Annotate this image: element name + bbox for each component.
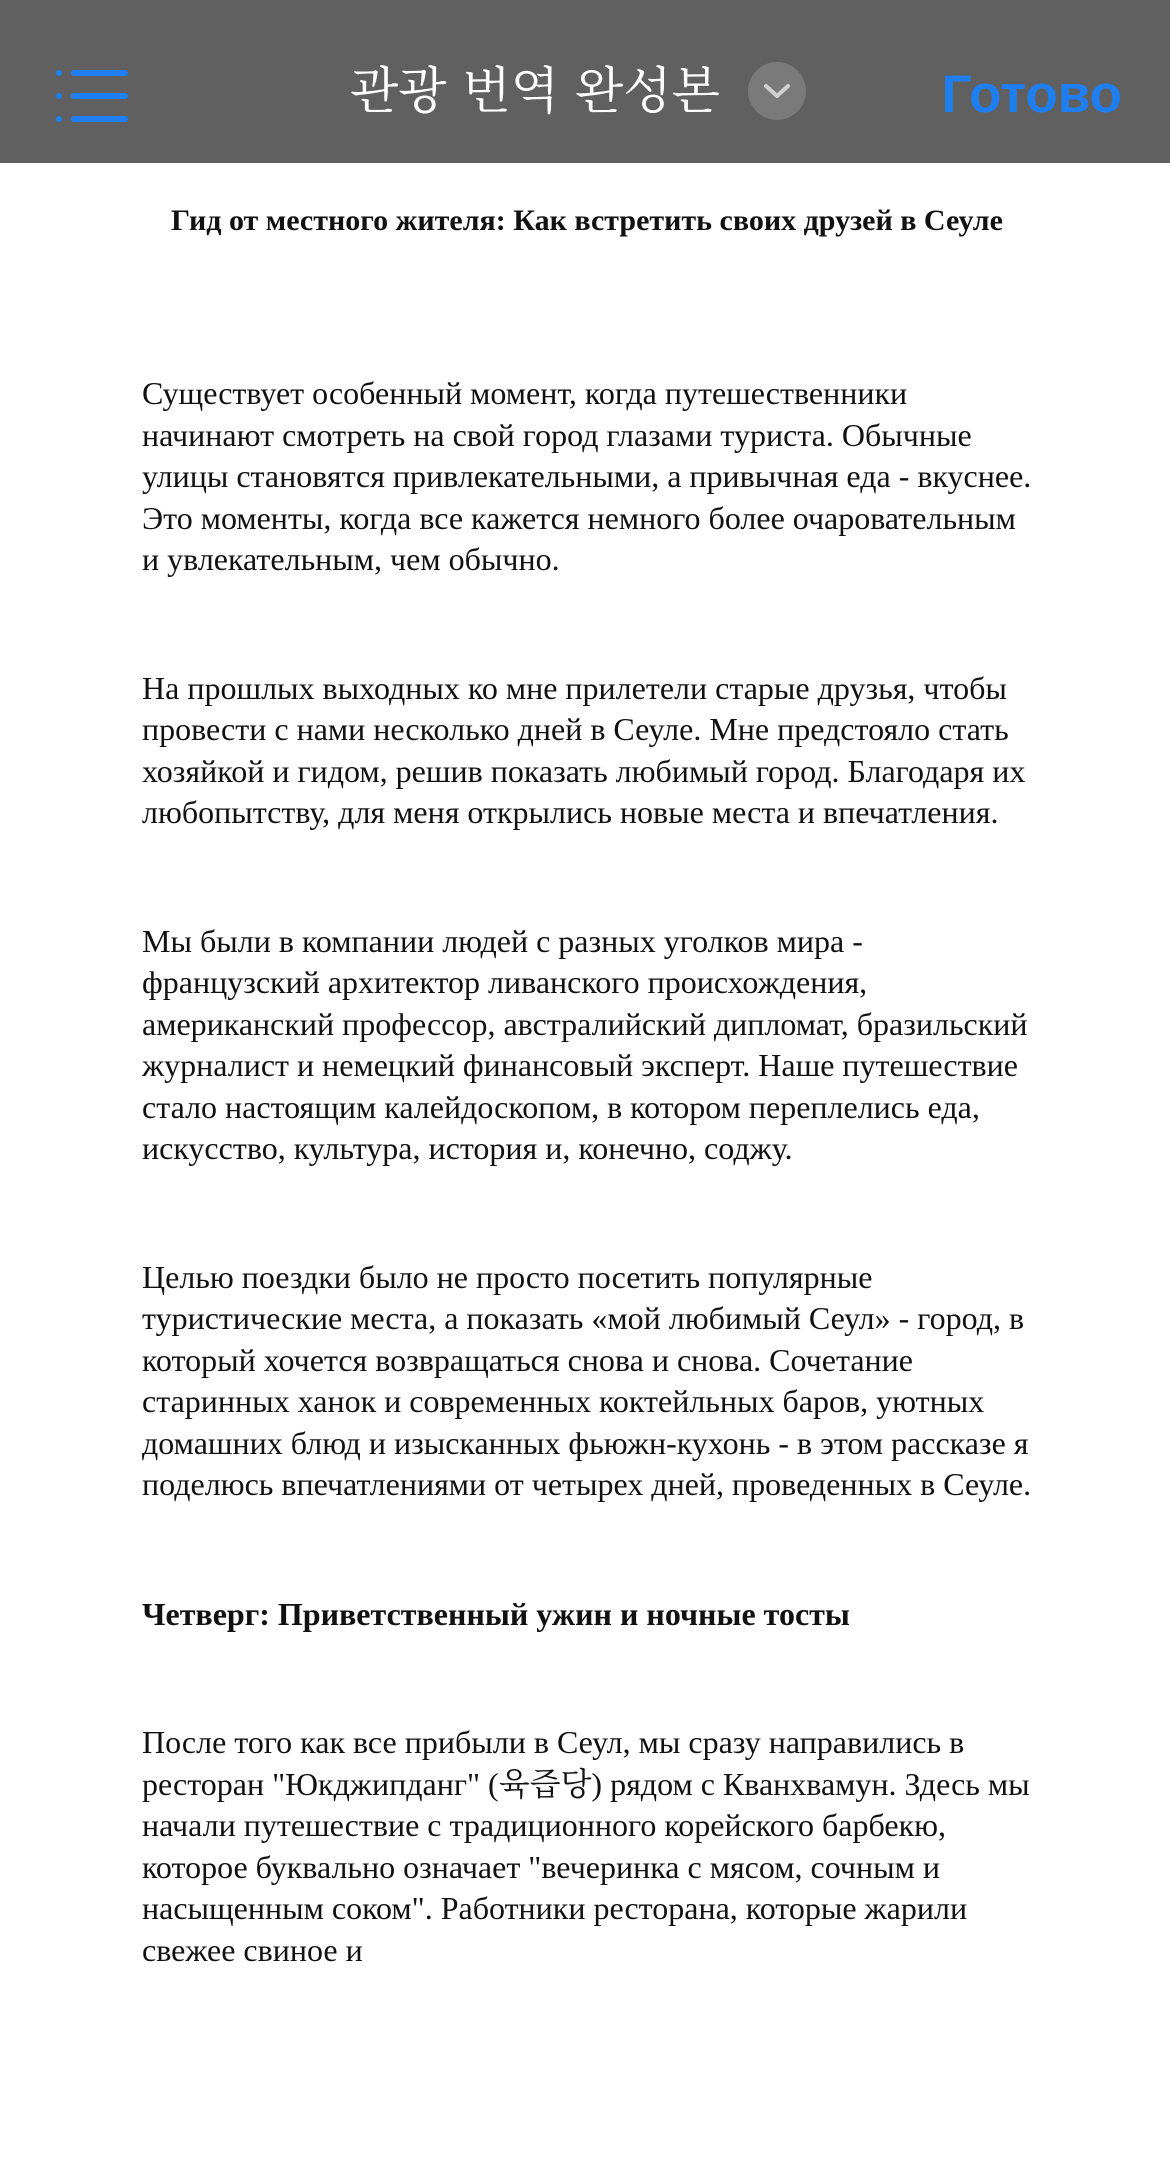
chevron-down-icon[interactable]	[748, 62, 806, 120]
navigation-bar	[0, 0, 1170, 163]
done-button[interactable]: Готово	[941, 65, 1122, 124]
page-title: Гид от местного жителя: Как встретить своих друзей в Сеуле	[171, 204, 1003, 237]
paragraph: На прошлых выходных ко мне прилетели старые друзья, чтобы провести с нами несколько дней в Сеуле. Мне предстояло стать хозяйкой и гидом, решив показать любимый город. Благодаря их любопытству, для меня открылись новые места и впечатления.	[142, 669, 1026, 830]
paragraph: После того как все прибыли в Сеул, мы сразу направились в ресторан "Юкджипданг" (육즙당) рядом с Кванхвамун. Здесь мы начали путешествие с традиционного корейского барбекю, которое буквально означает "вечеринка с мясом, сочным и насыщенным соком". Работники ресторана, которые жарили свежее свиное и	[142, 1724, 1030, 1968]
list-icon[interactable]	[56, 70, 128, 122]
title-group[interactable]	[350, 56, 806, 126]
document-title-label[interactable]: 관광 번역 완성본	[350, 62, 720, 120]
paragraph: Существует особенный момент, когда путешественники начинают смотреть на свой город глазами туриста. Обычные улицы становятся привлекательными, а привычная еда - вкуснее. Это моменты, когда все кажется немного более очаровательным и увлекательным, чем обычно.	[142, 375, 1032, 577]
document-content	[142, 163, 1032, 1971]
paragraph: Целью поездки было не просто посетить популярные туристические места, а показать «мой любимый Сеул» - город, в который хочется возвращаться снова и снова. Сочетание старинных ханок и современных коктейльных баров, уютных домашних блюд и изысканных фьюжн-кухонь - в этом рассказе я поделюсь впечатлениями от четырех дней, проведенных в Сеуле.	[142, 1258, 1032, 1502]
paragraph: Мы были в компании людей с разных уголков мира - французский архитектор ливанского происхождения, американский профессор, австралийский дипломат, бразильский журналист и немецкий финансовый эксперт. Наше путешествие стало настоящим калейдоскопом, в котором переплелись еда, искусство, культура, история и, конечно, соджу.	[142, 922, 1028, 1166]
section-heading: Четверг: Приветственный ужин и ночные тосты	[142, 1595, 850, 1632]
